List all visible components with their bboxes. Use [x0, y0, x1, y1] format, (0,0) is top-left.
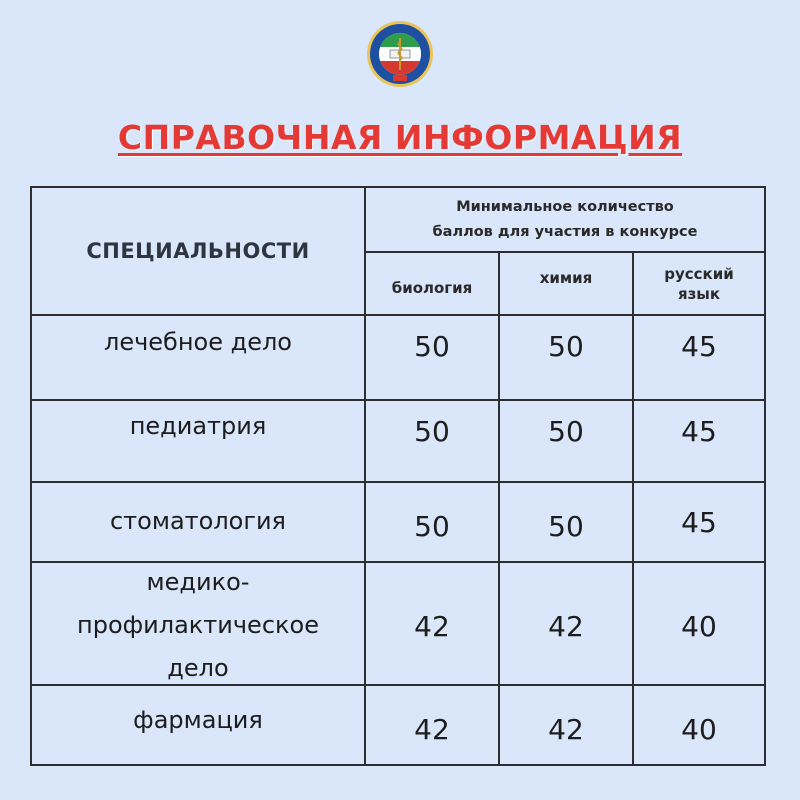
page-title — [0, 118, 800, 157]
specialty-name: фармация — [133, 705, 263, 734]
biology-score: 50 — [414, 330, 450, 363]
russian-score: 45 — [681, 414, 717, 448]
header-russian-line2: язык — [677, 284, 721, 303]
russian-score: 40 — [681, 610, 717, 643]
scores-table — [30, 186, 766, 766]
specialty-name: стоматология — [109, 506, 286, 535]
specialty-name: лечебное дело — [103, 328, 292, 356]
header-russian-line1: русский — [664, 264, 734, 283]
chemistry-score: 50 — [548, 509, 584, 543]
specialty-name-line: дело — [167, 654, 229, 682]
biology-score: 42 — [414, 610, 450, 643]
header-min-score-line2: баллов для участия в конкурсе — [432, 223, 698, 240]
russian-score: 40 — [681, 712, 717, 746]
header-chemistry: химия — [539, 268, 593, 287]
table-border-right — [764, 186, 766, 766]
specialty-cell — [32, 316, 364, 399]
header-russian — [634, 253, 764, 314]
chemistry-score: 50 — [548, 330, 584, 363]
specialty-name-line: профилактическое — [77, 611, 319, 639]
table-border-bottom — [30, 764, 766, 766]
specialty-cell — [32, 563, 364, 684]
chemistry-score: 42 — [548, 610, 584, 643]
university-emblem-logo — [366, 20, 434, 88]
biology-score: 50 — [414, 509, 450, 543]
header-min-score — [366, 188, 764, 251]
biology-score: 42 — [414, 712, 450, 746]
chemistry-score: 42 — [548, 712, 584, 746]
header-biology: биология — [391, 278, 473, 297]
biology-score: 50 — [414, 414, 450, 448]
specialty-cell — [32, 483, 364, 561]
chemistry-score: 50 — [548, 414, 584, 448]
header-specialties: СПЕЦИАЛЬНОСТИ — [86, 239, 310, 263]
specialty-name-line: медико- — [146, 568, 250, 596]
russian-score: 45 — [681, 330, 717, 363]
russian-score: 45 — [681, 505, 717, 539]
specialty-cell — [32, 401, 364, 481]
specialty-name: педиатрия — [129, 411, 267, 440]
header-min-score-line1: Минимальное количество — [456, 198, 674, 215]
page-title-text: СПРАВОЧНАЯ ИНФОРМАЦИЯ — [117, 118, 683, 157]
specialty-cell — [32, 686, 364, 764]
